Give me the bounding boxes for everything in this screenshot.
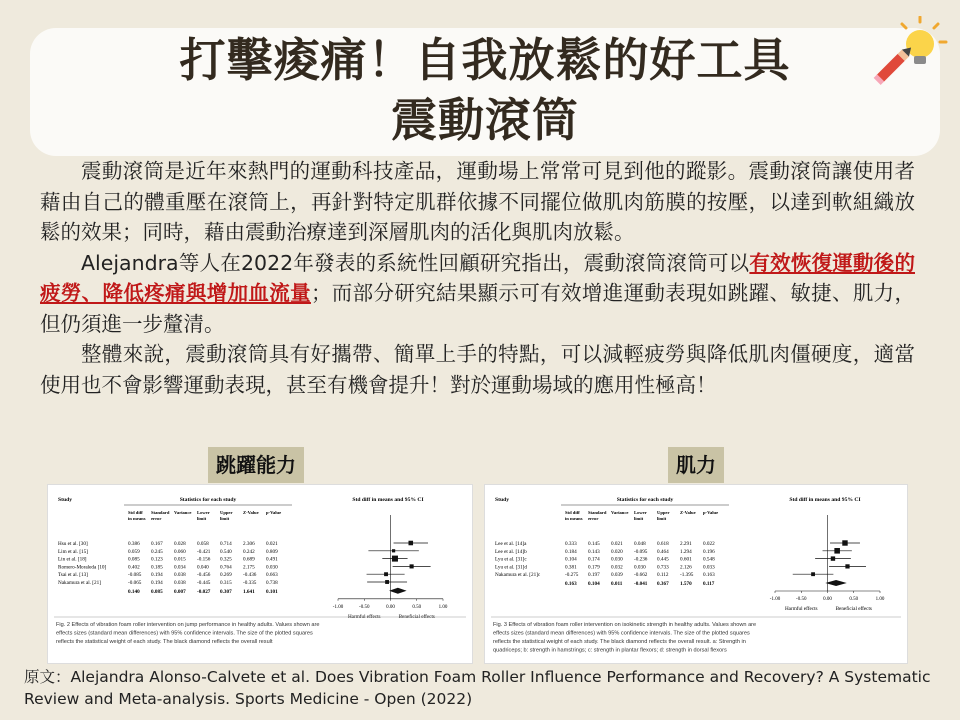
col-header: in means [128,516,146,521]
table-cell: 0.059 [128,548,140,555]
table-cell: 0.733 [657,564,669,571]
effect-square [384,572,388,576]
table-cell: 0.184 [565,548,577,555]
effect-square [392,549,395,552]
col-header: Std diff [565,510,580,515]
table-cell: 2.291 [680,541,692,547]
table-cell: 0.030 [266,564,278,571]
figure-caption-line: quadriceps; b: strength in hamstrings; c: strength in plantar flexors; d: strength in dorsal flexors [493,647,727,654]
effect-square [385,580,389,584]
table-cell: 0.022 [703,541,715,547]
table-cell: 0.381 [565,564,577,571]
table-cell: 0.689 [243,556,255,563]
table-cell: 0.197 [588,572,600,579]
table-cell: 2.126 [680,564,692,571]
table-cell: 0.809 [266,548,278,555]
study-label: Nakamura et al. [21]c [495,572,541,579]
table-cell: 0.242 [243,548,255,555]
table-cell: 0.143 [588,548,600,555]
table-cell: 1.294 [680,548,692,555]
table-cell: -0.456 [197,572,211,579]
table-cell: 0.040 [197,564,209,571]
col-header: p-Value [703,510,719,515]
col-header: Lower [634,510,647,515]
table-cell: 0.618 [657,541,669,547]
table-cell: 0.167 [151,541,163,547]
summary-cell: 0.367 [657,581,669,587]
title-line-2: 震動滾筒 [391,93,579,147]
study-label: Lee et al. [14]a [495,541,527,547]
table-cell: 0.034 [174,564,186,571]
table-cell: 0.030 [611,556,623,563]
label-jump: 跳躍能力 [208,447,304,483]
table-cell: -0.156 [197,556,211,563]
table-cell: 0.048 [634,541,646,547]
highlight-text: 有效恢復運動後的疲勞、降低疼痛與增加血流量 [40,250,915,305]
effect-square [811,572,815,576]
col-header: p-Value [266,510,282,515]
table-cell: 2.306 [243,541,255,547]
summary-cell: 0.117 [703,581,715,587]
effect-square [392,556,398,562]
table-cell: -1.395 [680,572,694,579]
col-header: Std diff [128,510,143,515]
table-cell: 0.104 [565,556,577,563]
table-cell: 0.020 [611,548,623,555]
table-cell: -0.335 [243,580,257,586]
study-label: Lyu et al. [31]d [495,564,527,571]
col-header: Lower [197,510,210,515]
table-cell: 0.174 [588,556,600,563]
table-cell: 0.015 [174,556,186,563]
study-label: Tsai et al. [13] [58,572,88,579]
col-header: limit [657,516,667,521]
beneficial-label: Beneficial effects [398,613,435,620]
table-cell: 2.175 [243,564,255,571]
table-cell: 0.030 [634,564,646,571]
table-cell: -0.436 [243,572,257,579]
table-cell: 0.333 [565,541,577,547]
study-label: Lin et al. [18] [58,556,87,563]
table-cell: 0.764 [220,564,232,571]
x-tick-label: 0.50 [849,597,859,602]
col-header: Z-Value [680,510,696,515]
table-cell: 0.245 [151,548,163,555]
table-cell: 0.601 [680,556,692,563]
col-header: Standard [151,510,170,515]
col-header: Upper [657,510,670,515]
table-cell: 0.060 [174,548,186,555]
table-cell: 0.028 [174,541,186,547]
table-cell: 0.194 [151,580,163,586]
effect-square [831,556,835,560]
paragraph-1: 震動滾筒是近年來熱門的運動科技產品，運動場上常常可見到他的蹤影。震動滾筒讓使用者藉由自己的體重壓在滾筒上，再針對特定肌群依據不同擺位做肌肉筋膜的按壓，以達到軟組織放鬆的效果；同時，藉由震動治療達到深層肌肉的活化與肌肉放鬆。 [40,159,915,244]
table-cell: 0.038 [174,572,186,579]
table-cell: 0.185 [151,564,163,571]
summary-cell: -0.027 [197,588,211,595]
table-cell: 0.145 [588,541,600,547]
x-tick-label: 0.50 [412,604,422,610]
figure-caption-line: effects sizes (standard mean differences) with 95% confidence intervals. The size of the plotted squares [56,630,313,637]
table-cell: 0.085 [128,556,140,563]
body-text [40,156,915,400]
table-cell: -0.275 [565,572,579,579]
table-cell: 0.714 [220,541,232,547]
table-cell: 0.033 [703,564,715,571]
col-header: limit [634,516,644,521]
figure-caption-line: reflects the statistical weight of each study. The black diamond reflects the overall result [56,639,273,645]
summary-cell: 1.570 [680,581,692,587]
figure-caption-line: effects sizes (standard mean differences) with 95% confidence intervals. The size of the plotted squares [493,630,750,637]
table-cell: 0.386 [128,541,140,547]
figure-caption-line: reflects the statistical weight of each study. The black diamond reflects the overall result. a: Strength in [493,639,746,645]
table-cell: -0.421 [197,548,211,555]
x-tick-label: 0.00 [823,597,832,602]
figure-caption-line: Fig. 3 Effects of vibration foam roller intervention on isokinetic strength in healthy adults. Values shown are [493,622,757,628]
table-cell: -0.095 [634,548,648,555]
beneficial-label: Beneficial effects [835,606,872,612]
col-header: error [151,516,162,521]
effect-square [834,548,840,554]
summary-cell: 0.007 [174,588,186,595]
col-study-header: Study [58,497,72,503]
table-cell: 0.402 [128,564,140,571]
table-cell: 0.738 [266,580,278,586]
table-cell: 0.196 [703,548,715,555]
summary-diamond [825,580,846,586]
paragraph-2 [40,248,915,340]
x-tick-label: -1.00 [769,597,781,602]
col-header: Variance [174,510,192,515]
summary-cell: 0.104 [588,581,600,587]
table-cell: 0.179 [588,564,600,571]
forest-plot-jump [48,485,472,663]
stats-header: Statistics for each study [179,497,237,503]
table-cell: 0.269 [220,572,232,579]
paragraph-2-end: ；而部分研究結果顯示可有效增進運動表現如跳躍、敏捷、肌力，但仍須進一步釐清。 [40,281,916,336]
table-cell: 0.194 [151,572,163,579]
col-header: limit [220,516,230,521]
col-study-header: Study [495,497,509,503]
ci-header: Std diff in means and 95% CI [789,497,861,503]
effect-square [410,564,414,568]
summary-cell: 0.140 [128,588,140,595]
table-cell: 0.325 [220,556,232,563]
study-label: Nakamura et al. [21] [58,580,101,586]
table-cell: 0.032 [611,564,623,571]
page-title [30,30,940,150]
table-cell: 0.548 [703,556,715,563]
summary-cell: 0.163 [565,581,577,587]
study-label: Romero-Moraleda [10] [58,564,107,571]
summary-cell: 1.641 [243,588,255,595]
x-tick-label: -0.50 [359,604,370,610]
col-header: in means [565,516,583,521]
table-cell: 0.445 [657,556,669,563]
table-cell: 0.123 [151,556,163,563]
col-header: error [588,516,599,521]
col-header: Z-Value [243,510,259,515]
table-cell: -0.236 [634,556,648,563]
x-tick-label: 0.00 [386,604,395,610]
table-cell: -0.445 [197,580,211,586]
figure-strength [484,484,908,664]
figure-jump [47,484,473,664]
effect-square [842,540,847,545]
x-tick-label: -1.00 [332,604,344,610]
x-tick-label: -0.50 [796,597,807,602]
source-citation: 原文：Alejandra Alonso-Calvete et al. Does Vibration Foam Roller Influence Performance and Recovery? A Systematic Review and Meta-analysis. Sports Medicine - Open (2022) [24,668,931,708]
table-cell: 0.464 [657,548,669,555]
study-label: Lee et al. [14]b [495,548,527,555]
x-tick-label: 1.00 [438,604,448,610]
summary-cell: 0.307 [220,588,232,595]
table-cell: 0.021 [611,541,623,547]
summary-cell: 0.011 [611,581,623,587]
harmful-label: Harmful effects [347,613,381,620]
col-header: Variance [611,510,629,515]
table-cell: -0.662 [634,572,648,579]
table-cell: -0.065 [128,580,142,586]
table-cell: 0.663 [266,572,278,579]
summary-cell: 0.085 [151,588,163,595]
harmful-label: Harmful effects [784,606,818,612]
table-cell: -0.085 [128,572,142,579]
table-cell: 0.540 [220,548,232,555]
study-label: Hsu et al. [30] [58,541,88,547]
table-cell: 0.038 [174,580,186,586]
study-label: Lyu et al. [31]c [495,556,527,563]
paragraph-3: 整體來說，震動滾筒具有好攜帶、簡單上手的特點，可以減輕疲勞與降低肌肉僵硬度，適當使用也不會影響運動表現，甚至有機會提升！對於運動場域的應用性極高！ [40,342,915,397]
figure-caption-line: Fig. 2 Effects of vibration foam roller intervention on jump performance in healthy adults. Values shown are [56,622,320,628]
title-line-1: 打擊痠痛！自我放鬆的好工具 [179,33,791,87]
forest-plot-strength [485,485,907,663]
table-cell: 0.058 [197,541,209,547]
table-cell: 0.112 [657,572,669,579]
stats-header: Statistics for each study [616,497,674,503]
col-header: Standard [588,510,607,515]
table-cell: 0.491 [266,556,278,563]
summary-cell: 0.101 [266,588,278,595]
table-cell: 0.163 [703,572,715,579]
lightbulb-pencil-icon [872,16,952,86]
study-label: Lim et al. [15] [58,548,88,555]
paragraph-2-start: Alejandra等人在2022年發表的系統性回顧研究指出，震動滾筒滾筒可以 [81,250,750,275]
label-strength: 肌力 [668,447,724,483]
summary-diamond [389,588,407,594]
summary-cell: -0.041 [634,581,648,587]
table-cell: 0.021 [266,541,278,547]
effect-square [845,564,849,568]
ci-header: Std diff in means and 95% CI [352,497,424,503]
col-header: limit [197,516,207,521]
col-header: Upper [220,510,233,515]
table-cell: 0.039 [611,572,623,579]
x-tick-label: 1.00 [875,597,885,602]
effect-square [408,541,413,546]
table-cell: 0.315 [220,580,232,586]
